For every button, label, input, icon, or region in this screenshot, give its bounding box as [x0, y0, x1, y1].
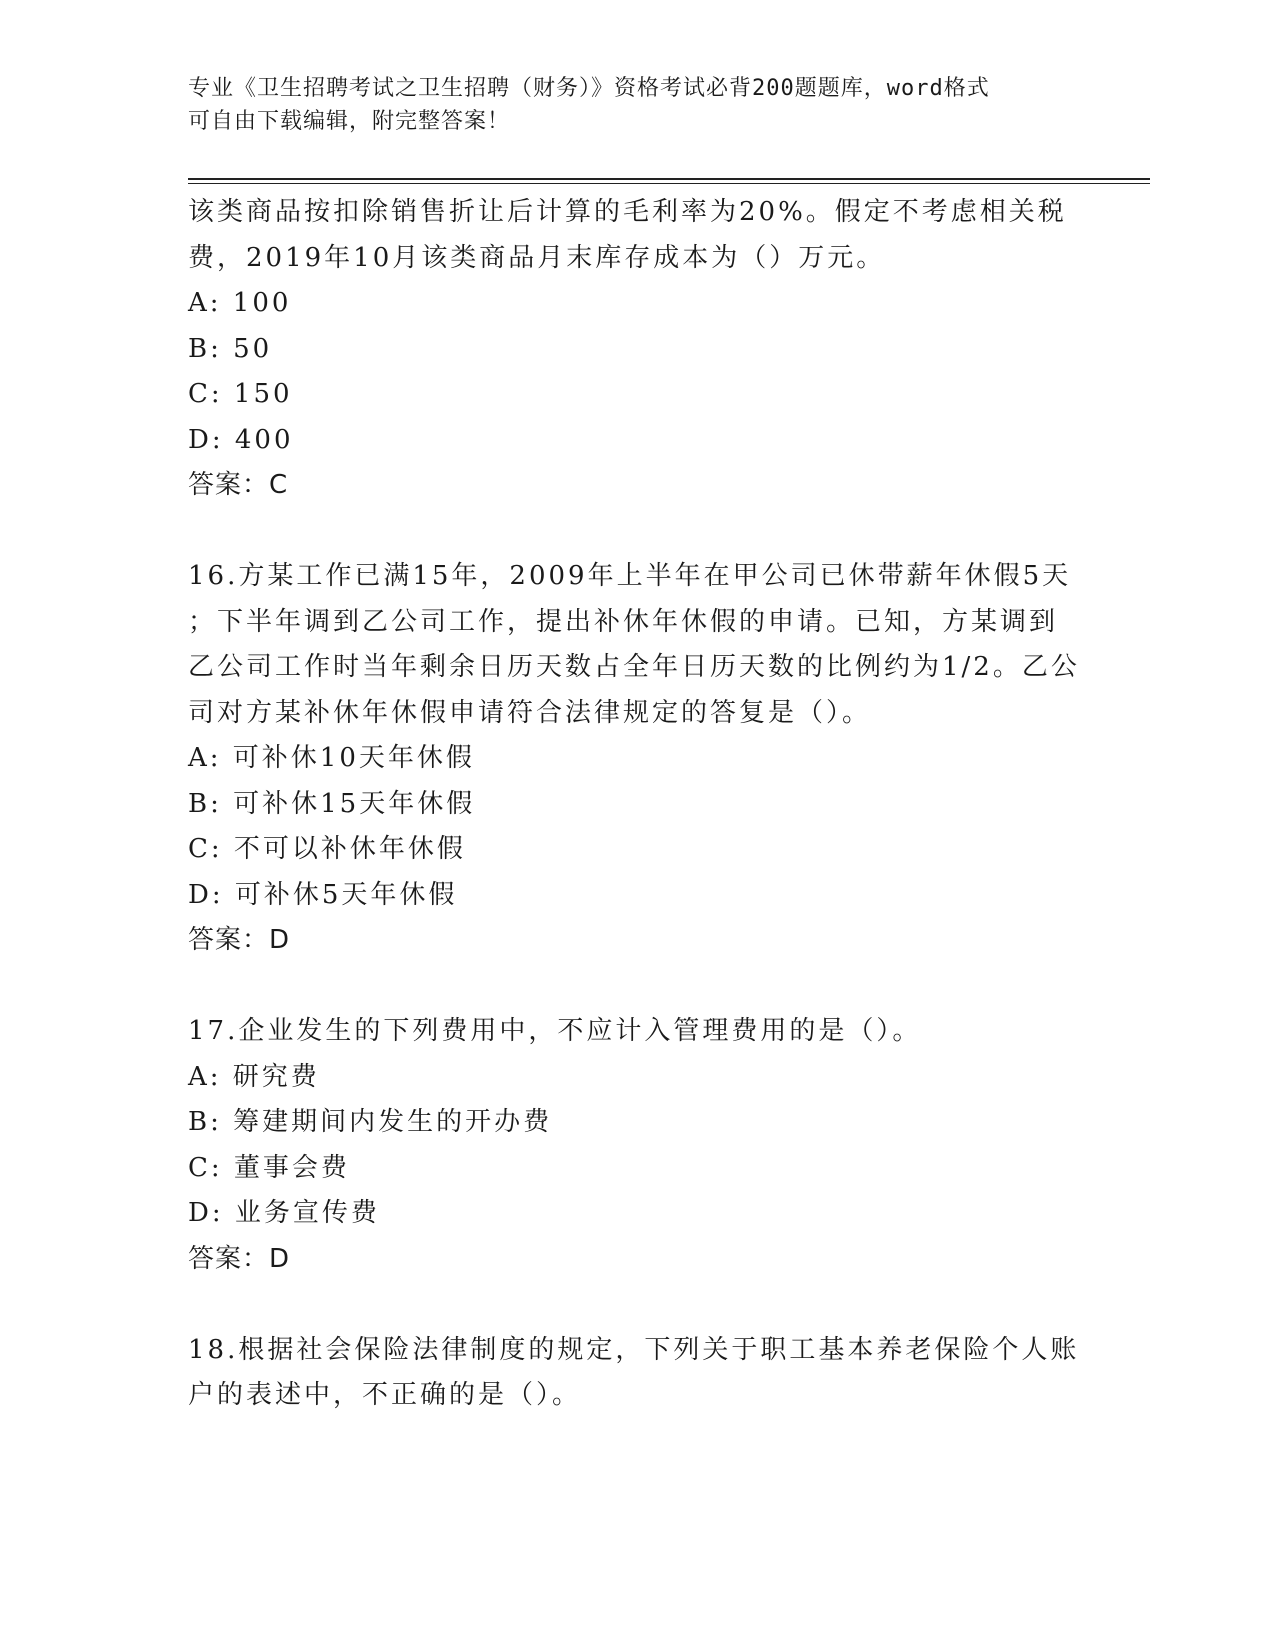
spacer	[188, 1282, 1088, 1328]
header-title-line-2: 可自由下载编辑，附完整答案！	[188, 109, 511, 134]
question-stem-line: 费，2019年10月该类商品月末库存成本为（）万元。	[188, 242, 886, 273]
question-stem-line: 17.企业发生的下列费用中，不应计入管理费用的是（）。	[188, 1016, 922, 1046]
option-d: D: 可补休5天年休假	[188, 879, 458, 910]
option-b: B: 50	[188, 333, 273, 364]
option-b: B: 可补休15天年休假	[188, 788, 476, 819]
option-b: B: 筹建期间内发生的开办费	[188, 1107, 553, 1137]
document-header	[188, 72, 1068, 138]
option-c: C: 董事会费	[188, 1152, 350, 1183]
answer-label: 答案：D	[188, 1243, 291, 1274]
option-c: C: 不可以补休年休假	[188, 834, 466, 864]
header-divider-thin	[188, 183, 1150, 184]
question-list	[188, 190, 1088, 1419]
option-d: D: 业务宣传费	[188, 1198, 380, 1228]
spacer	[188, 509, 1088, 555]
question-stem-line: 户的表述中，不正确的是（）。	[188, 1380, 582, 1410]
question-stem-line: 司对方某补休年休假申请符合法律规定的答复是（）。	[188, 697, 872, 728]
question-stem-line: 18.根据社会保险法律制度的规定，下列关于职工基本养老保险个人账	[188, 1334, 1080, 1365]
question-stem-line: 该类商品按扣除销售折让后计算的毛利率为20%。假定不考虑相关税	[188, 197, 1067, 227]
question-stem-line: 乙公司工作时当年剩余日历天数占全年日历天数的比例约为1/2。乙公	[188, 652, 1080, 682]
question-stem-line: ；下半年调到乙公司工作，提出补休年休假的申请。已知，方某调到	[188, 606, 1059, 637]
question-16	[188, 554, 1088, 964]
question-15-continued	[188, 190, 1088, 509]
spacer	[188, 964, 1088, 1010]
answer-label: 答案：D	[188, 925, 291, 955]
option-c: C: 150	[188, 379, 293, 409]
option-a: A: 研究费	[188, 1061, 320, 1092]
option-a: A: 100	[188, 288, 292, 318]
option-d: D: 400	[188, 424, 294, 455]
question-stem-line: 16.方某工作已满15年，2009年上半年在甲公司已休带薪年休假5天	[188, 561, 1072, 591]
question-17	[188, 1009, 1088, 1282]
header-title-line-1: 专业《卫生招聘考试之卫生招聘（财务）》资格考试必背200题题库，word格式	[188, 76, 990, 101]
header-divider-thick	[188, 178, 1150, 180]
question-18	[188, 1328, 1088, 1419]
answer-label: 答案：C	[188, 470, 289, 500]
option-a: A: 可补休10天年休假	[188, 743, 475, 773]
